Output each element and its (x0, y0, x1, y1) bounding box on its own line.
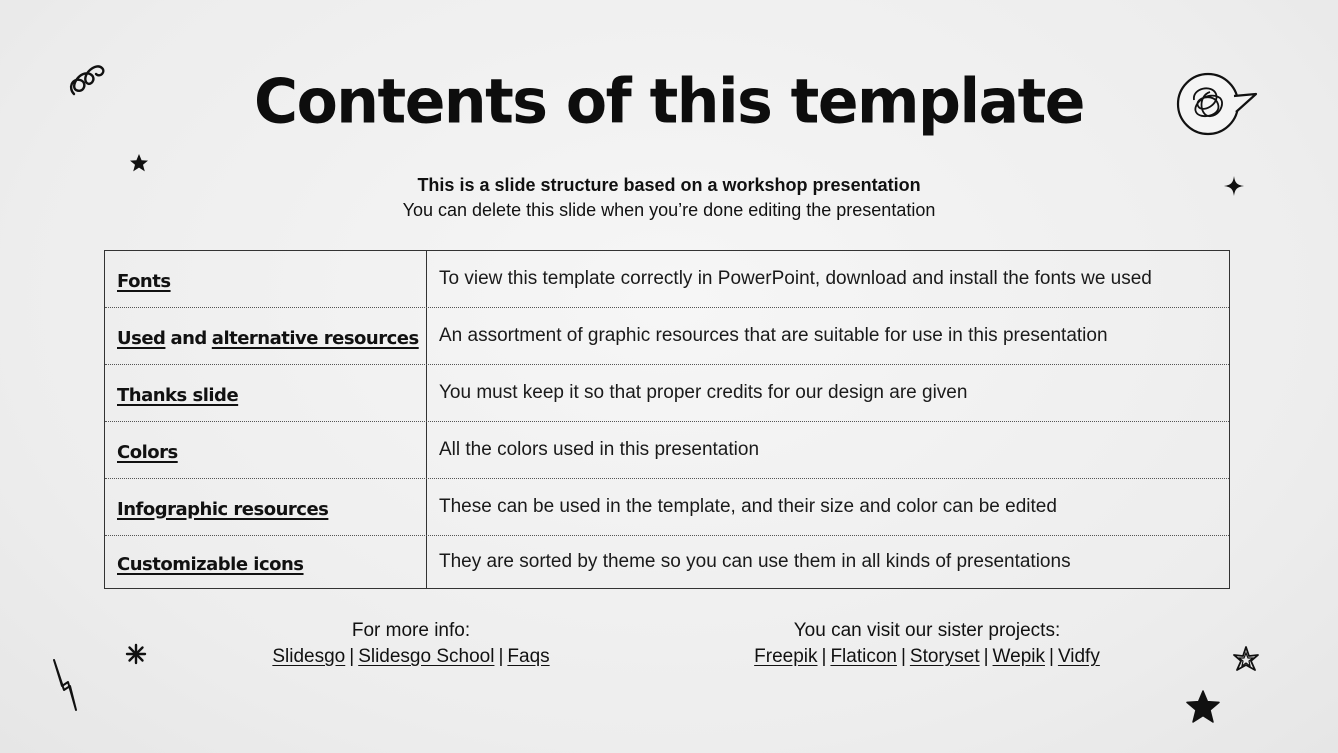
star-icon (1186, 690, 1220, 724)
row-description: These can be used in the template, and their size and color can be edited (439, 496, 1057, 517)
sister-projects-links (676, 644, 1178, 670)
table-row (105, 536, 1229, 588)
table-row (105, 479, 1229, 536)
star-icon (129, 153, 149, 173)
link-separator: | (349, 646, 355, 667)
star-outline-icon (1232, 646, 1260, 674)
freepik-link[interactable]: Freepik (754, 646, 818, 667)
contents-table (104, 250, 1230, 589)
row-label (105, 365, 427, 421)
row-label-joiner: and (170, 327, 207, 349)
link-separator: | (498, 646, 504, 667)
sister-projects-block (676, 618, 1178, 670)
row-label (105, 422, 427, 478)
more-info-block (160, 618, 662, 670)
lightning-icon (48, 656, 84, 714)
subtitle: You can delete this slide when you’re done editing the presentation (402, 200, 936, 220)
storyset-link[interactable]: Storyset (909, 646, 980, 667)
link-separator: | (1049, 646, 1054, 667)
customizable-icons-link[interactable]: Customizable icons (117, 553, 304, 575)
used-resources-link[interactable]: Used (117, 327, 166, 349)
table-row (105, 308, 1229, 365)
table-row (105, 365, 1229, 422)
flaticon-link[interactable]: Flaticon (830, 646, 897, 667)
row-label (105, 308, 427, 364)
subtitle-bold: This is a slide structure based on a workshop presentation (417, 175, 921, 195)
sister-projects-heading: You can visit our sister projects: (793, 620, 1061, 641)
table-row (105, 422, 1229, 479)
row-description: An assortment of graphic resources that are suitable for use in this presentation (439, 325, 1108, 346)
row-description: All the colors used in this presentation (439, 439, 760, 460)
slidesgo-school-link[interactable]: Slidesgo School (358, 646, 495, 667)
fonts-link[interactable]: Fonts (117, 270, 171, 292)
thanks-slide-link[interactable]: Thanks slide (117, 384, 239, 406)
row-label (105, 251, 427, 307)
slidesgo-link[interactable]: Slidesgo (272, 646, 346, 667)
page-title: Contents of this template (254, 66, 1084, 138)
vidfy-link[interactable]: Vidfy (1057, 646, 1100, 667)
table-row (105, 251, 1229, 308)
more-info-links (160, 644, 662, 670)
more-info-heading: For more info: (351, 620, 471, 641)
row-label (105, 479, 427, 535)
row-label (105, 536, 427, 588)
asterisk-icon (125, 643, 147, 665)
link-separator: | (900, 646, 906, 667)
colors-link[interactable]: Colors (117, 441, 178, 463)
link-separator: | (983, 646, 989, 667)
infographic-resources-link[interactable]: Infographic resources (117, 498, 329, 520)
faqs-link[interactable]: Faqs (507, 646, 550, 667)
row-description: You must keep it so that proper credits for our design are given (439, 382, 968, 403)
wepik-link[interactable]: Wepik (992, 646, 1045, 667)
link-separator: | (821, 646, 827, 667)
row-description: To view this template correctly in PowerPoint, download and install the fonts we used (439, 268, 1152, 289)
row-description: They are sorted by theme so you can use them in all kinds of presentations (439, 551, 1071, 572)
alternative-resources-link[interactable]: alternative resources (211, 327, 419, 349)
